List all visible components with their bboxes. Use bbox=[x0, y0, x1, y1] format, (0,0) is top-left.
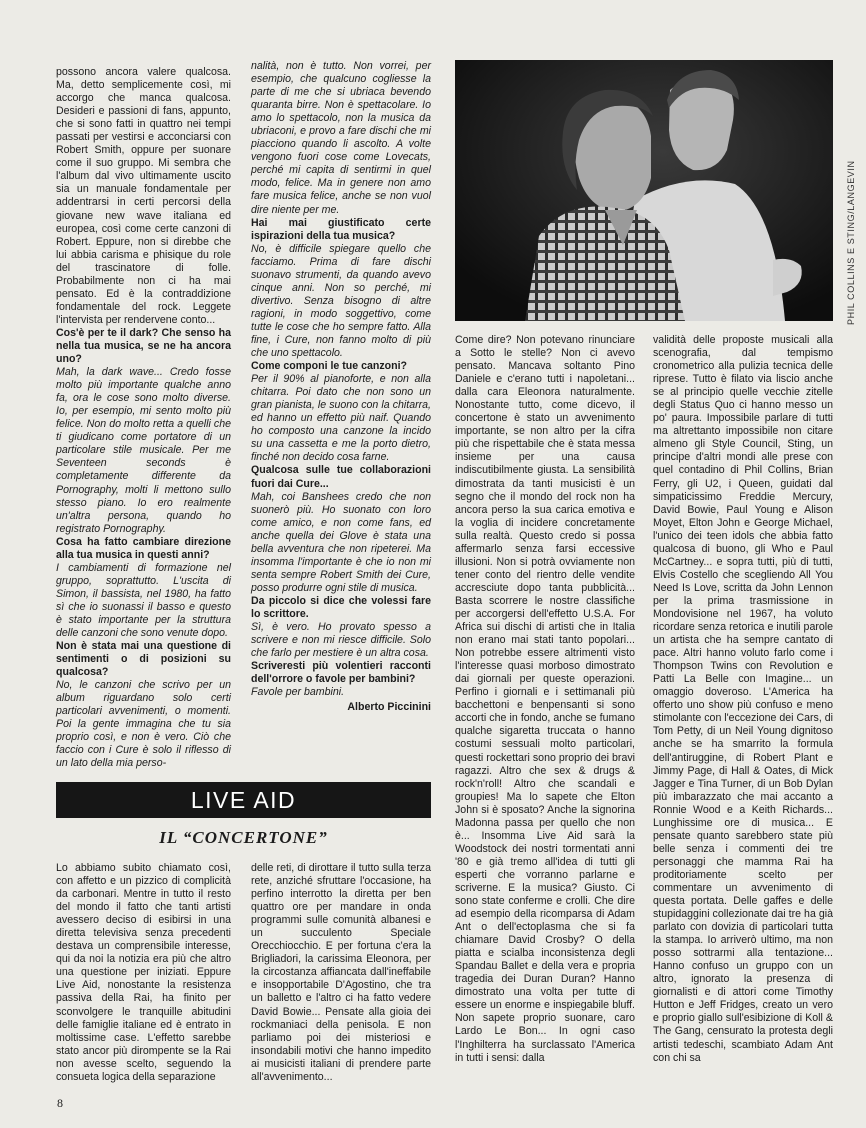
interview-answer: Sì, è vero. Ho provato spesso a scrivere e non mi riesce difficile. Solo che farlo per mestiere è un altra cosa. bbox=[251, 621, 431, 660]
interview-question: Come componi le tue canzoni? bbox=[251, 360, 407, 373]
photo-credit-text: PHIL COLLINS E STING/LANGEVIN bbox=[846, 160, 856, 325]
section-title: IL “CONCERTONE” bbox=[159, 828, 328, 847]
interview-answer: Mah, coi Banshees credo che non suonerò più. Ho suonato con loro come amico, e non come fans, ed anche quella dei Glove è stata una bella avventura che non ripeterei. Ma insomma l'importante è che io non mi senta sempre Robert Smith dei Cure, posso produrre ogni stile di musica. bbox=[251, 490, 431, 594]
phil-collins-sting-photo bbox=[455, 60, 833, 321]
interview-question: Cos'è per te il dark? Che senso ha nella tua musica, se ne ha ancora uno? bbox=[56, 326, 231, 366]
paragraph: possono ancora valere qualcosa. Ma, detto semplicemente così, mi accorgo che manca qualcosa. Desideri e passioni di fans, appunto, che si sono fatti in quattro nei tempi passati per vestirsi e acconciarsi con Robert Smith, oppure per suonare come il suo gruppo. Mi sembra che l'album dal vivo ultimamente uscito sia un manuale fondamentale per addentrarsi in certi percorsi della giovane new wave italiana ed europea, così come certe canzoni di Robert. Eppure, non si direbbe che lui abbia carisma e phisique du role del trascinatore di folle. Probabilmente non ci ha mai pensato. Ed è la contraddizione fondamentale del rock. Leggete l'intervista per rendervene conto... bbox=[56, 66, 231, 326]
author-byline: Alberto Piccinini bbox=[347, 701, 431, 714]
interview-answer: Per il 90% al pianoforte, e non alla chitarra. Poi dato che non sono un gran pianista, le suono con la chitarra, ed hanno un effetto più naif. Quando ho composto una canzone la incido su una cassetta e me la porto dietro, finché non decido cosa farne. bbox=[251, 373, 431, 464]
interview-answer: Mah, la dark wave... Credo fosse molto più importante qualche anno fa, ora le cose sono molto diverse. Io, per esempio, mi sento molto più felice. Non do molto retta a quelli che ti giudicano come portatore di un particolare stile musicale. Per me Seventeen seconds è completamente differente da Pornography, molti li mettono sullo stesso piano. Io ero realmente un'altra persona, quando ho registrato Pornography. bbox=[56, 366, 231, 535]
paragraph: Come dire? Non potevano rinunciare a Sotto le stelle? Non ci avevo pensato. Mancava soltanto Pino Daniele e c'erano tutti i napoletani... dalla cara Eleonora naturalmente. Nonostante tutto, come dicevo, il concertone è stato un avvenimento importante, se non altro per la cifra più che rispettabile che è stata messa insieme per una causa indiscutibilmente giusta. La sensibilità dimostrata da tanti musicisti è un segno che il mondo del rock non ha ancora perso la sua carica emotiva e la voglia di incidere concretamente sulla realtà. Questo credo si possa affermarlo senza farsi eccessive illusioni. Non si potrà ovviamente non tener conto del rientro delle vendite accresciute dopo tanta pubblicità... Basta scorrere le nostre classifiche per accorgersi dell'effetto U.S.A. For Africa sui dischi di artisti che in Italia non erano mai stati tanto popolari... Non potrebbe essere altrimenti visto l'interesse quasi morboso dimostrato dai giornali per queste operazioni. Perfino i giornali e i settimanali più bacchettoni e benpensanti si sono accorti che in fondo, anche se fumano qualche sigaretta truccata o hanno costumi sessuali molto particolari, questi rockettari sono proprio dei bravi ragazzi. Altro che sex & drugs & rock'n'roll! Altro che scandali e groupies! Ma lo sapete che Elton John si è sposato? Anche la signorina Madonna passa per quello che non è... Insomma Live Aid sarà la Woodstock dei nostri tormentati anni '80 e già tremo all'idea di tutti gli esperti che vorranno parlarne e scriverne. E la musica? Giusto. Ci sono state conferme e crolli. Che dire ad esempio della ricomparsa di Adam Ant o dell'ectoplasma che si fa chiamare David Crosby? O della piatta e scialba inconsistenza degli Spandau Ballet e della vera e propria tragedia dei Duran Duran? Hanno dimostrato una volta per tutte di essere un enorme e inspiegabile bluff. Non sapete proprio suonare, caro Lardo Le Bon... In ogni caso l'Inghilterra ha surclassato l'America in tutti i sensi: dalla bbox=[455, 334, 635, 1064]
interview-question: Da piccolo si dice che volessi fare lo scrittore. bbox=[251, 594, 431, 620]
paragraph: delle reti, di dirottare il tutto sulla terza rete, anziché sfruttare l'occasione, ha perfino interrotto la diretta per ben quattro ore per mandare in onda programmi sulle comunità albanesi e un succulento Speciale Orecchiocchio. E per fortuna c'era la Brigliadori, la carissima Eleonora, per la circostanza affiancata dall'ineffabile e insopportabile D'Agostino, che tra un balletto e l'altro ci ha fatto vedere David Bowie... Pensate alla gioia dei rockmaniaci della penisola. E non parliamo poi dei misteriosi e insondabili motivi che hanno impedito ai musicisti italiani di prendere parte all'avvenimento... bbox=[251, 862, 431, 1083]
interview-question: Hai mai giustificato certe ispirazioni della tua musica? bbox=[251, 216, 431, 242]
interview-question: Qualcosa sulle tue collaborazioni fuori dai Cure... bbox=[251, 464, 431, 490]
interview-answer: I cambiamenti di formazione nel gruppo, soprattutto. L'uscita di Simon, il bassista, nel 1980, ha fatto sì che io suonassi il basso e questo è stato importante per la struttura delle canzoni che sono venute dopo. bbox=[56, 561, 231, 640]
section-banner bbox=[56, 782, 431, 818]
concert-photo bbox=[455, 60, 833, 321]
paragraph: validità delle proposte musicali alla scenografia, dal tempismo cronometrico alla pulizia tecnica delle riprese. Tutto è filato via liscio anche se al principio quelle vecchie zitelle degli Status Quo ci hanno messo un po' paura. Impossibile parlare di tutti ma altrettanto impossibile non citare almeno gli Style Council, Sting, un principe d'altri mondi alle prese con quel contadino di Phil Collins, Brian Ferry, gli U2, i Queen, guidati dal simpaticissimo Freddie Mercury, David Bowie, Paul Young e Alison Moyet, Elton John e George Michael, l'unico dei teen idols che abbia fatto qualcosa di buono, gli Who e Paul McCartney... e sopra tutti, più di tutti, Elvis Costello che scegliendo All You Need Is Love, scritta da John Lennon per la prima trasmissione in Mondovisione nel 1967, ha voluto ricordare senza retorica e inutili parole un artista che ha sempre cantato di pace. Altri hanno voluto farlo come i Thompson Twins con Revolution e Patti La Belle con Imagine... un omaggio doveroso. L'America ha offerto uno show più confuso e meno stimolante con l'eccezione dei Cars, di Tom Petty, di un Neil Young dignitoso anche se ha smarrito la formula dell'antiruggine, di Robert Plant e Jimmy Page, di Hall & Oates, di Mick Jagger e Tina Turner, di un Bob Dylan più imbarazzato che mai accanto a Ronnie Wood e a Keith Richards... Lunghissime ore di musica... E pensate quanto sarebbero state più belle senza i commenti dei tre personaggi che mamma Rai ha proditoriamente scelto per commentare un avvenimento di questa portata. Delle gaffes e delle stupidaggini collezionate dai tre ha già parlato con dovizia di particolari tutta la stampa. Io arriverò ultimo, ma non posso sottrarmi alla tentazione... Hanno confuso un gruppo con un altro, ignorato la presenza di giornalisti e di attori come Timothy Hutton e Jeff Fridges, creato un vero e proprio giallo sull'esibizione di Koll & The Gang, censurato la protesta degli artisti tedeschi, scambiato Adam Ant con chi sa bbox=[653, 334, 833, 1064]
page-number: 8 bbox=[57, 1096, 63, 1110]
interview-question: Cosa ha fatto cambiare direzione alla tua musica in questi anni? bbox=[56, 535, 231, 561]
photo-credit bbox=[836, 150, 864, 330]
column-liveaid-2 bbox=[251, 862, 431, 1084]
interview-question: Scriveresti più volentieri racconti dell'orrore o favole per bambini? bbox=[251, 660, 431, 686]
interview-answer: Favole per bambini. bbox=[251, 686, 345, 699]
interview-answer: No, è difficile spiegare quello che facciamo. Prima di fare dischi suonavo strumenti, da quando avevo cinque anni. Non so perché, mi divertivo. Senza bisogno di altre ragioni, in modo soggettivo, come tutte le cose che ho sempre fatto. Alla fine, i Cure, non fanno molto di più che uno spettacolo. bbox=[251, 242, 431, 360]
column-liveaid-4 bbox=[653, 334, 833, 1065]
interview-answer: No, le canzoni che scrivo per un album riguardano solo certi particolari avvenimenti, o momenti. Poi la gente immagina che tu sia proprio così, e non è vero. Ciò che faccio con i Cure è solo il riflesso di un lato della mia perso- bbox=[56, 679, 231, 770]
column-interview-1 bbox=[56, 66, 231, 771]
paragraph: Lo abbiamo subito chiamato così, con affetto e un pizzico di complicità da carbonari. Mentre in tutto il resto del mondo il fatto che tanti artisti avessero deciso di esibirsi in una diretta televisiva senza precedenti destava un comprensibile interesse, qui da noi la notizia era più che altro una questione per iniziati. Eppure Live Aid, nonostante la resistenza passiva della Rai, ha finito per sconvolgere le tranquille abitudini delle famiglie italiane ed è entrato in moltissime case. L'effetto sarebbe stato ancor più dirompente se la Rai non avesse scelto, seguendo la consueta logica della separazione bbox=[56, 862, 231, 1083]
section-banner-text: LIVE AID bbox=[190, 787, 297, 813]
interview-answer: nalità, non è tutto. Non vorrei, per esempio, che qualcuno cogliesse la parte di me che si ubriaca bevendo quaranta birre. Non è spettacolare. Io amo lo spettacolo, non la musica da ubriaconi, e provo a fare dischi che mi piacciono quando li ascolto. A volte vengono fuori cose come Lovecats, perché mi capita di sentirmi in quel modo, felice. Ma in genere non amo fare musica felice, anche se non vuol dire niente per me. bbox=[251, 60, 431, 216]
column-liveaid-3 bbox=[455, 334, 635, 1065]
interview-question: Non è stata mai una questione di sentimenti o di posizioni su qualcosa? bbox=[56, 640, 231, 679]
column-interview-2 bbox=[251, 60, 431, 714]
column-liveaid-1 bbox=[56, 862, 231, 1084]
